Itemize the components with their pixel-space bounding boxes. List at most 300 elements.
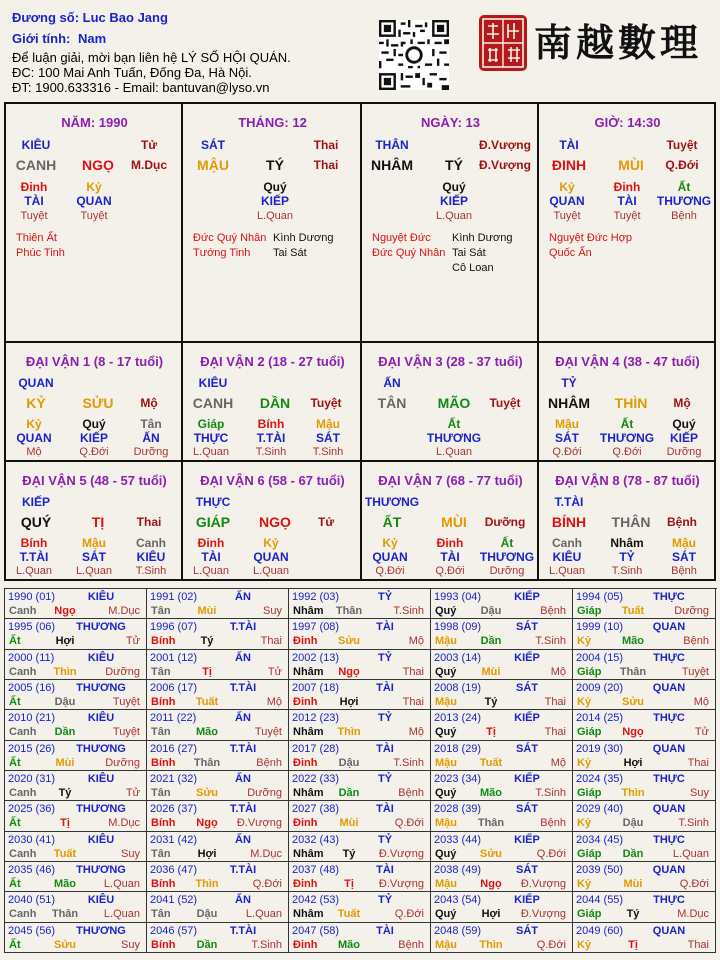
year-branch: Mùi [623, 878, 643, 890]
dai-van-hidden-stem: Canh [552, 536, 582, 550]
hidden-stem: Kỷ [559, 180, 575, 194]
year-branch: Dần [480, 635, 502, 648]
year-stage: M.Dục [108, 605, 140, 617]
year-label: 1990 (01) [8, 591, 56, 603]
year-stem: Đinh [293, 756, 318, 769]
year-branch: Mão [480, 787, 502, 799]
year-ten-god: QUAN [652, 621, 686, 634]
year-stage: Thai [544, 696, 566, 708]
dai-van-stem: KỶ [26, 395, 46, 411]
year-branch: Ngọ [196, 817, 218, 830]
year-ten-god: SÁT [516, 682, 538, 694]
dai-van-hidden-god: SÁT [82, 550, 106, 564]
dai-van-hidden-stem: Mậu [672, 536, 696, 550]
year-cell [147, 710, 289, 740]
hidden-stem: Quý [263, 180, 287, 194]
year-stage: T.Sinh [535, 635, 566, 648]
year-label: 2024 (35) [576, 773, 624, 785]
year-label: 2016 (27) [150, 742, 198, 755]
year-label: 2014 (25) [576, 712, 624, 725]
year-label: 2017 (28) [292, 742, 340, 755]
dai-van-hidden-god: TÀI [201, 550, 221, 564]
year-stage: Mộ [408, 635, 424, 648]
qr-code-icon [379, 20, 449, 90]
year-ten-god: KIÊU [87, 651, 115, 664]
dai-van-hidden-god: TỶ [619, 550, 635, 564]
year-stem: Bính [151, 938, 176, 951]
dai-van-title: ĐẠI VẬN 6 (58 - 67 tuổi) [200, 473, 345, 488]
year-stem: Nhâm [293, 605, 324, 617]
year-stem: Bính [151, 635, 176, 648]
year-stem: Kỷ [577, 696, 592, 708]
year-label: 2044 (55) [576, 894, 624, 907]
year-stem: Ất [9, 756, 21, 769]
dai-van-hidden-stage: Bệnh [671, 565, 697, 577]
year-branch: Mùi [55, 756, 75, 769]
year-stem: Nhâm [293, 847, 324, 860]
year-label: 2032 (43) [292, 833, 340, 846]
year-ten-god: TỶ [377, 651, 393, 664]
dai-van-stage: Bệnh [667, 515, 697, 529]
dai-van-hidden-stem: Kỷ [26, 417, 42, 431]
year-stem: Nhâm [293, 665, 324, 678]
dai-van-ten-god: THỰC [195, 495, 231, 509]
dai-van-hidden-stage: T.Sinh [312, 446, 344, 458]
year-branch: Tý [200, 635, 214, 648]
year-ten-god: QUAN [652, 864, 686, 876]
dai-van-hidden-god: KIÊU [552, 550, 582, 564]
dai-van-title: ĐẠI VẬN 1 (8 - 17 tuổi) [25, 354, 164, 369]
year-ten-god: KIÊU [87, 591, 115, 603]
dai-van-title: ĐẠI VẬN 7 (68 - 77 tuổi) [378, 473, 523, 488]
year-ten-god: KIẾP [514, 591, 540, 603]
year-stage: Đ.Vượng [378, 878, 424, 890]
dai-van-hidden-stage: Q.Đới [552, 446, 582, 458]
year-ten-god: KIẾP [514, 712, 540, 725]
hidden-stem: Quý [442, 180, 466, 194]
dai-van-cell [183, 462, 362, 581]
dai-van-hidden-stage: L.Quan [75, 565, 113, 577]
year-ten-god: T.TÀI [229, 682, 257, 694]
pillar-ten-god: THÂN [375, 138, 409, 152]
pillar-ten-god: TÀI [559, 138, 579, 152]
year-ten-god: KIẾP [514, 833, 540, 846]
year-cell [573, 771, 716, 801]
year-stem: Canh [9, 726, 37, 739]
year-stem: Tân [151, 605, 171, 617]
dai-van-title: ĐẠI VẬN 5 (48 - 57 tuổi) [22, 473, 167, 488]
year-label: 2023 (34) [434, 773, 482, 785]
year-cell [5, 650, 147, 680]
year-ten-god: ẤN [235, 591, 251, 603]
year-stage: T.Sinh [393, 756, 424, 769]
dai-van-stage: Mộ [140, 396, 158, 410]
year-ten-god: QUAN [652, 742, 686, 755]
year-stem: Kỷ [577, 878, 592, 890]
year-stem: Giáp [577, 908, 602, 921]
year-cell [147, 801, 289, 831]
year-branch: Thân [477, 817, 505, 830]
year-cell [573, 923, 716, 953]
year-branch: Dậu [54, 696, 76, 708]
year-label: 2041 (52) [150, 894, 198, 907]
pillar-stem: NHÂM [371, 157, 413, 173]
year-ten-god: TỶ [377, 773, 393, 785]
year-cell [289, 771, 431, 801]
year-cell [573, 892, 716, 922]
year-label: 1991 (02) [150, 591, 198, 603]
dai-van-stage: Tử [317, 515, 335, 529]
dai-van-hidden-god: ẤN [142, 431, 160, 445]
contact-phone-email: ĐT: 1900.633316 - Email: bantuvan@lyso.vn [12, 80, 270, 95]
year-ten-god: TÀI [376, 742, 394, 755]
year-label: 1993 (04) [434, 591, 482, 603]
year-ten-god: T.TÀI [229, 803, 257, 816]
year-stem: Kỷ [577, 756, 592, 769]
year-stage: Q.Đới [252, 878, 282, 890]
year-label: 2001 (12) [150, 651, 198, 664]
year-cell [573, 832, 716, 862]
dai-van-hidden-stem: Nhâm [610, 536, 644, 550]
pillar-title: THÁNG: 12 [238, 115, 307, 130]
year-branch: Thìn [621, 787, 645, 799]
year-branch: Thìn [53, 665, 77, 678]
star-left: Đức Quý Nhân [193, 232, 267, 244]
dai-van-hidden-god: T.TÀI [256, 431, 286, 445]
hidden-stem: Đinh [20, 180, 48, 194]
year-cell [5, 680, 147, 710]
year-stem: Đinh [293, 878, 318, 890]
year-branch: Mão [338, 938, 360, 951]
year-cell [431, 892, 573, 922]
year-ten-god: THỰC [653, 591, 685, 603]
star-right: Tai Sát [273, 247, 307, 259]
year-cell [573, 741, 716, 771]
year-branch: Sửu [195, 787, 219, 799]
dai-van-hidden-stem: Giáp [197, 417, 225, 431]
pillar-tl-stage: Đ.Vượng [479, 138, 531, 152]
year-branch: Tuất [53, 847, 77, 860]
dai-van-hidden-stage: T.Sinh [135, 565, 167, 577]
year-stem: Giáp [577, 665, 602, 678]
year-label: 1999 (10) [576, 621, 624, 634]
year-stage: Đ.Vượng [378, 847, 424, 860]
dai-van-hidden-god: T.TÀI [19, 550, 49, 564]
owner-name: Luc Bao Jang [82, 10, 168, 25]
year-branch: Tý [626, 908, 640, 921]
hidden-stage: Bệnh [671, 210, 697, 222]
year-stem: Quý [435, 726, 457, 739]
year-ten-god: TỶ [377, 833, 393, 846]
dai-van-hidden-stem: Bính [20, 536, 48, 550]
year-label: 2049 (60) [576, 924, 624, 937]
year-stem: Ất [9, 817, 21, 830]
dai-van-ten-god: TỶ [561, 376, 577, 390]
pillar-branch: TÝ [266, 157, 284, 173]
dai-van-hidden-stage: Dưỡng [489, 565, 525, 577]
dai-van-hidden-stem: Kỷ [263, 536, 279, 550]
year-cell [431, 650, 573, 680]
year-stage: Tử [694, 726, 709, 739]
dai-van-hidden-stage: Q.Đới [612, 446, 642, 458]
year-stage: Q.Đới [536, 938, 566, 951]
dai-van-hidden-stem: Ất [447, 417, 461, 431]
dai-van-stem: ẤT [382, 514, 402, 530]
year-ten-god: SÁT [516, 924, 538, 937]
year-ten-god: THỰC [653, 712, 685, 725]
year-cell [147, 680, 289, 710]
year-label: 2026 (37) [150, 803, 198, 816]
dai-van-hidden-god: SÁT [316, 431, 340, 445]
year-cell [289, 710, 431, 740]
dai-van-hidden-god: SÁT [672, 550, 696, 564]
year-stage: Mộ [550, 756, 566, 769]
year-branch: Dậu [338, 756, 360, 769]
year-branch: Dần [54, 726, 76, 739]
year-cell [147, 832, 289, 862]
year-ten-god: THƯƠNG [76, 682, 126, 694]
year-label: 2013 (24) [434, 712, 482, 725]
year-stage: Dưỡng [105, 756, 140, 769]
dai-van-hidden-stage: Dưỡng [133, 446, 169, 458]
year-stage: T.Sinh [678, 817, 709, 830]
dai-van-ten-god: T.TÀI [554, 495, 584, 509]
star-right: Cô Loan [452, 262, 494, 274]
year-stem: Nhâm [293, 726, 324, 739]
pillar-branch: TÝ [445, 157, 463, 173]
year-cell [431, 619, 573, 649]
year-stage: T.Sinh [251, 938, 282, 951]
year-branch: Thân [193, 756, 221, 769]
year-cell [431, 710, 573, 740]
year-cell [431, 680, 573, 710]
year-cell [147, 619, 289, 649]
year-label: 2038 (49) [434, 864, 482, 876]
dai-van-branch: SỬU [82, 395, 114, 411]
dai-van-hidden-stem: Ất [620, 417, 634, 431]
year-branch: Dậu [196, 908, 218, 921]
year-stem: Bính [151, 696, 176, 708]
star-left: Phúc Tinh [16, 247, 65, 259]
year-cell [147, 923, 289, 953]
dai-van-ten-god: QUAN [18, 376, 54, 390]
hidden-ten-god: TÀI [617, 194, 637, 208]
dai-van-hidden-stage: L.Quan [548, 565, 586, 577]
year-ten-god: KIẾP [514, 651, 540, 664]
pillar-title: GIỜ: 14:30 [594, 115, 661, 130]
year-stem: Đinh [293, 635, 318, 648]
year-stage: Thai [687, 756, 709, 769]
year-label: 1996 (07) [150, 621, 198, 634]
year-ten-god: THỰC [653, 651, 685, 664]
year-stem: Nhâm [293, 908, 324, 921]
dai-van-hidden-stem: Mậu [82, 536, 106, 550]
year-label: 2018 (29) [434, 742, 482, 755]
year-stage: Dưỡng [247, 787, 282, 799]
year-ten-god: THỰC [653, 894, 685, 907]
year-stage: Đ.Vượng [236, 817, 282, 830]
year-ten-god: ẤN [235, 651, 251, 664]
year-branch: Ngọ [338, 665, 360, 678]
year-stage: Q.Đới [536, 847, 566, 860]
year-ten-god: QUAN [652, 803, 686, 816]
star-left: Đức Quý Nhân [372, 247, 446, 259]
year-stage: Suy [690, 787, 709, 799]
year-branch: Dần [338, 787, 360, 799]
dai-van-hidden-god: TÀI [440, 550, 460, 564]
year-ten-god: ẤN [235, 712, 251, 725]
year-stage: T.Sinh [535, 787, 566, 799]
year-branch: Hợi [623, 756, 643, 769]
star-left: Nguyệt Đức [372, 232, 431, 244]
year-label: 2019 (30) [576, 742, 624, 755]
year-cell [147, 650, 289, 680]
year-branch: Tị [486, 726, 496, 739]
hidden-stage: Tuyệt [80, 210, 108, 222]
year-ten-god: TÀI [376, 924, 394, 937]
year-stage: L.Quan [245, 908, 282, 921]
year-branch: Tuất [337, 908, 361, 921]
dai-van-stage: Tuyệt [489, 396, 521, 410]
year-stem: Giáp [577, 726, 602, 739]
dai-van-hidden-god: THƯƠNG [479, 550, 535, 564]
year-label: 2009 (20) [576, 682, 624, 694]
year-branch: Hợi [197, 847, 217, 860]
year-ten-god: TỶ [377, 591, 393, 603]
year-ten-god: THƯƠNG [76, 742, 126, 755]
dai-van-hidden-stage: L.Quan [252, 565, 290, 577]
year-stage: Bệnh [540, 605, 566, 617]
year-cell [147, 862, 289, 892]
dai-van-stem: GIÁP [195, 514, 231, 530]
year-branch: Sửu [479, 847, 503, 860]
hidden-ten-god: KIẾP [439, 194, 469, 208]
year-stage: Mộ [408, 726, 424, 739]
year-ten-god: QUAN [652, 682, 686, 694]
year-label: 2030 (41) [8, 833, 56, 846]
year-ten-god: TỶ [377, 712, 393, 725]
year-label: 2025 (36) [8, 803, 56, 816]
star-left: Thiên Ất [16, 232, 57, 244]
dai-van-hidden-stage: T.Sinh [255, 446, 287, 458]
year-stage: M.Dục [250, 847, 282, 860]
year-ten-god: T.TÀI [229, 742, 257, 755]
year-cell [5, 892, 147, 922]
year-stage: Mộ [550, 665, 566, 678]
year-stem: Ất [9, 696, 21, 708]
year-branch: Thìn [195, 878, 219, 890]
hidden-ten-god: THƯƠNG [656, 194, 712, 208]
year-label: 2002 (13) [292, 651, 340, 664]
year-cell [147, 892, 289, 922]
year-stage: Suy [121, 847, 140, 860]
year-stem: Bính [151, 817, 176, 830]
year-branch: Mùi [339, 817, 359, 830]
year-stage: Tuyệt [681, 665, 709, 678]
year-stem: Ất [9, 878, 21, 890]
year-ten-god: SÁT [516, 742, 538, 755]
year-stage: Tử [125, 787, 140, 799]
dai-van-title: ĐẠI VẬN 2 (18 - 27 tuổi) [200, 354, 345, 369]
pillar-cell [362, 104, 539, 343]
dai-van-branch: TỊ [91, 514, 105, 530]
year-stage: Đ.Vượng [520, 908, 566, 921]
year-stage: L.Quan [103, 878, 140, 890]
dai-van-stage: Dưỡng [484, 515, 526, 529]
year-label: 2036 (47) [150, 864, 198, 876]
hidden-stem: Đinh [613, 180, 641, 194]
year-branch: Sửu [621, 696, 645, 708]
dai-van-ten-god: KIẾP [21, 495, 51, 509]
star-left: Tướng Tinh [193, 247, 251, 259]
year-ten-god: TÀI [376, 864, 394, 876]
dai-van-cell [6, 343, 183, 462]
year-branch: Dần [622, 847, 644, 860]
year-label: 2029 (40) [576, 803, 624, 816]
contact-invite: Để luận giải, mời bạn liên hệ LÝ SỐ HỘI QUÁN. [12, 50, 291, 65]
year-stage: Bệnh [540, 817, 566, 830]
dai-van-hidden-stage: Dưỡng [666, 446, 702, 458]
red-seal-icon [478, 14, 528, 72]
year-label: 1992 (03) [292, 591, 340, 603]
year-branch: Tý [342, 847, 356, 860]
hidden-stage: L.Quan [256, 210, 294, 222]
year-stem: Đinh [293, 817, 318, 830]
year-label: 2005 (16) [8, 682, 56, 694]
year-branch: Tị [628, 938, 638, 951]
year-label: 1997 (08) [292, 621, 340, 634]
year-label: 2008 (19) [434, 682, 482, 694]
pillar-cell [6, 104, 183, 343]
dai-van-stem: TÂN [377, 395, 407, 411]
dai-van-ten-god: THƯƠNG [364, 495, 420, 509]
year-ten-god: KIÊU [87, 773, 115, 785]
dai-van-hidden-god: THƯƠNG [426, 431, 482, 445]
pillar-stem: ĐINH [551, 157, 587, 173]
year-branch: Thân [335, 605, 363, 617]
chart-table [4, 102, 716, 581]
year-cell [573, 801, 716, 831]
year-stage: Mộ [693, 696, 709, 708]
year-stem: Tân [151, 726, 171, 739]
year-cell [289, 680, 431, 710]
dai-van-branch: THÌN [614, 395, 648, 411]
pillar-tl-stage: Tuyệt [666, 138, 698, 152]
year-stage: Bệnh [398, 787, 424, 799]
dai-van-title: ĐẠI VẬN 8 (78 - 87 tuổi) [555, 473, 700, 488]
dai-van-hidden-stage: Mộ [26, 446, 42, 458]
year-cell [289, 832, 431, 862]
year-stem: Mậu [435, 938, 457, 951]
year-label: 2028 (39) [434, 803, 482, 816]
dai-van-branch: MÃO [437, 395, 471, 411]
year-stem: Kỷ [577, 635, 592, 648]
year-label: 1994 (05) [576, 591, 624, 603]
year-cell [147, 741, 289, 771]
year-stem: Kỷ [577, 817, 592, 830]
year-branch: Tuất [479, 756, 503, 769]
dai-van-hidden-god: KIẾP [79, 431, 109, 445]
dai-van-hidden-god: SÁT [555, 431, 579, 445]
year-stem: Canh [9, 908, 37, 921]
hidden-stage: Tuyệt [613, 210, 641, 222]
year-stage: M.Dục [677, 908, 709, 921]
year-stem: Canh [9, 605, 37, 617]
pillar-title: NĂM: 1990 [61, 115, 128, 130]
year-ten-god: TÀI [376, 682, 394, 694]
year-cell [289, 589, 431, 619]
year-branch: Tuất [195, 696, 219, 708]
